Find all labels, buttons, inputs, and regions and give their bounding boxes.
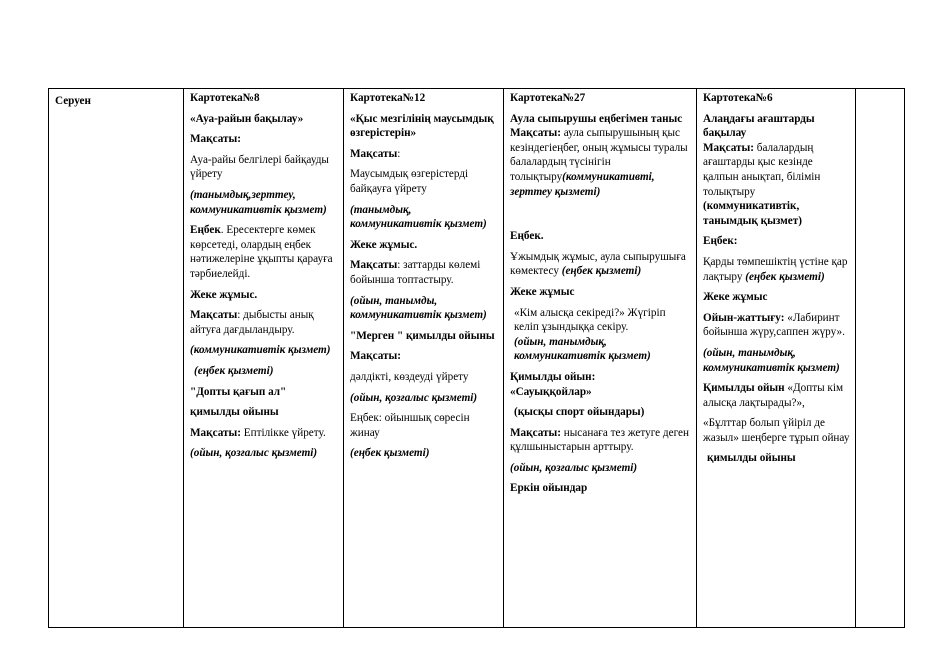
goal-paragraph bbox=[190, 308, 338, 337]
labor-text: Қарды төмпешіктің үстіне қар лақтыру bbox=[703, 255, 848, 283]
activity-note: (ойын, қозғалыс қызметі) bbox=[510, 461, 638, 474]
goal-label: Мақсаты: bbox=[510, 127, 561, 140]
goal-text: дәлдікті, көздеуді үйрету bbox=[350, 370, 469, 383]
game-type: қимылды ойыны bbox=[190, 406, 279, 419]
goal-text: Маусымдық өзгерістерді байқауға үйрету bbox=[350, 168, 469, 195]
game-name: «Сауыққойлар» bbox=[510, 385, 592, 398]
labor-paragraph bbox=[510, 250, 691, 279]
goal-text: : дыбысты анық айтуға дағдыландыру. bbox=[190, 309, 314, 336]
goal-label: Мақсаты: bbox=[350, 350, 401, 363]
labor-text: Ұжымдық жұмыс, аула сыпырушыға көмектесу bbox=[510, 250, 686, 278]
individual-work-text: «Кім алысқа секіреді?» Жүгіріп келіп ұзындыққа секіру. bbox=[514, 306, 666, 334]
activity-note: (ойын, танымды, коммуникативтік қызмет) bbox=[350, 294, 487, 322]
goal-text: балалардың ағаштарды қыс кезінде қалпын анықтап, білімін толықтыру bbox=[703, 141, 821, 198]
game-text: «Допты кім алысқа лақтырады?», bbox=[703, 382, 844, 409]
empty-column bbox=[856, 89, 905, 628]
card-column-4 bbox=[697, 89, 856, 628]
topic-paragraph bbox=[510, 112, 691, 127]
activity-note: (танымдық, коммуникативтік қызмет) bbox=[350, 203, 487, 231]
activity-note: (коммуникативтік қызмет) bbox=[190, 344, 331, 357]
goal-paragraph bbox=[190, 426, 338, 441]
game-label: Қимылды ойын: bbox=[510, 370, 596, 383]
card-title: Картотека№27 bbox=[510, 92, 586, 104]
goal-label: Мақсаты: bbox=[703, 141, 754, 154]
goal-paragraph bbox=[703, 141, 850, 229]
activity-note: (еңбек қызметі) bbox=[350, 447, 430, 460]
table-row bbox=[49, 89, 905, 628]
activity-note: (еңбек қызметі) bbox=[561, 265, 642, 278]
goal-text: нысанаға тез жетуге деген құлшыныстарын арттыру. bbox=[510, 426, 689, 454]
goal-paragraph bbox=[510, 426, 691, 455]
exercise-text: «Лабиринт бойынша жүру,саппен жүру». bbox=[703, 311, 845, 339]
activity-note: (ойын, қозғалыс қызметі) bbox=[350, 391, 478, 404]
card-title: Картотека№12 bbox=[350, 92, 426, 104]
free-play: Еркін ойындар bbox=[510, 482, 588, 495]
game-type: қимылды ойыны bbox=[707, 452, 796, 465]
goal-label: Мақсаты: bbox=[190, 133, 241, 146]
activity-note: (еңбек қызметі) bbox=[745, 270, 825, 283]
activity-note: (ойын, танымдық, коммуникативтік қызмет) bbox=[514, 335, 651, 363]
card-column-3 bbox=[504, 89, 697, 628]
goal-label: Мақсаты: bbox=[510, 426, 561, 439]
card-topic: «Ауа-райын бақылау» bbox=[190, 112, 304, 125]
exercise-paragraph bbox=[703, 311, 850, 340]
exercise-label: Ойын-жаттығу: bbox=[703, 311, 785, 324]
goal-text: Ауа-райы белгілері байқауды үйрету bbox=[190, 153, 329, 181]
goal-paragraph bbox=[350, 258, 498, 287]
card-column-1 bbox=[184, 89, 344, 628]
game-paragraph bbox=[703, 381, 850, 410]
game-name: "Мерген " қимылды ойыны bbox=[350, 329, 495, 342]
goal-text: : заттарды көлемі бойынша топтастыру. bbox=[350, 259, 481, 286]
game-text: «Бұлттар болып үйіріл де жазыл» шеңберге тұрып ойнау bbox=[703, 417, 850, 444]
activity-note: (ойын, қозғалыс қызметі) bbox=[190, 447, 318, 460]
card-topic: «Қыс мезгілінің маусымдық өзгерістерін» bbox=[350, 112, 494, 140]
activity-note: (коммуникативтік, танымдық қызмет) bbox=[703, 200, 802, 227]
goal-label: Мақсаты bbox=[350, 259, 398, 272]
goal-paragraph bbox=[350, 147, 498, 162]
labor-label: Еңбек bbox=[190, 224, 221, 237]
spacer bbox=[510, 205, 691, 229]
labor-paragraph bbox=[190, 223, 338, 281]
labor-label: Еңбек. bbox=[510, 230, 544, 243]
individual-work-heading: Жеке жұмыс bbox=[510, 285, 575, 298]
labor-label: Еңбек: bbox=[703, 235, 738, 248]
card-topic: Аула сыпырушы еңбегімен таныс bbox=[510, 112, 683, 125]
schedule-table bbox=[48, 88, 905, 628]
game-note: (қысқы спорт ойындары) bbox=[514, 406, 645, 419]
activity-note: (танымдық,зерттеу, коммуникативтік қызмет) bbox=[190, 188, 327, 216]
activity-note: (коммуникативті, зерттеу қызметі) bbox=[510, 170, 655, 198]
activity-note: (ойын, танымдық, коммуникативтік қызмет) bbox=[703, 346, 840, 374]
card-column-2 bbox=[344, 89, 504, 628]
row-label-cell bbox=[49, 89, 184, 628]
goal-text: Ептілікке үйрету. bbox=[240, 426, 326, 439]
game-name: "Допты қағып ал" bbox=[190, 385, 287, 398]
labor-text: . Ересектерге көмек көрсетеді, олардың еңбек нәтижелеріне ұқыпты қарауға тәрбиелейді. bbox=[190, 224, 333, 280]
goal-label: Мақсаты bbox=[350, 147, 398, 160]
individual-work-heading: Жеке жұмыс. bbox=[350, 238, 418, 251]
goal-colon: : bbox=[397, 147, 401, 160]
goal-text: аула сыпырушының қыс кезіндегіеңбег, оның жұмысы туралы балалардың түсінігін толықтыру bbox=[510, 127, 688, 183]
activity-note: (еңбек қызметі) bbox=[194, 364, 274, 377]
labor-paragraph bbox=[703, 255, 850, 284]
individual-work-heading: Жеке жұмыс. bbox=[190, 288, 258, 301]
individual-work-heading: Жеке жұмыс bbox=[703, 291, 768, 304]
card-topic: Алаңдағы ағаштарды бақылау bbox=[703, 112, 815, 140]
game-label: Қимылды ойын bbox=[703, 382, 785, 395]
goal-paragraph bbox=[510, 126, 691, 199]
goal-label: Мақсаты: bbox=[190, 426, 241, 439]
card-title: Картотека№6 bbox=[703, 92, 773, 104]
labor-text: Еңбек: ойыншық сөресін жинау bbox=[350, 412, 470, 439]
card-title: Картотека№8 bbox=[190, 92, 260, 104]
row-label: Серуен bbox=[55, 95, 91, 107]
goal-label: Мақсаты bbox=[190, 309, 238, 322]
